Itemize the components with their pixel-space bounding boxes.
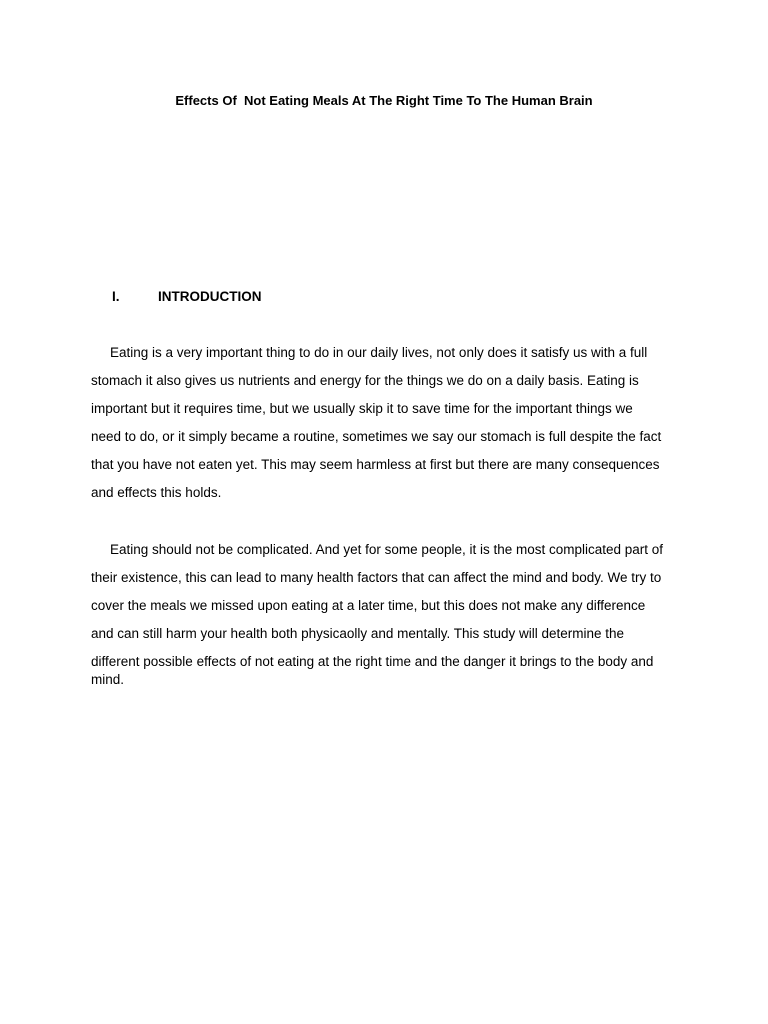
paragraph-line: different possible effects of not eating at the right time and the danger it brings to the body and: [91, 654, 654, 669]
section-number: I.: [112, 289, 120, 304]
paragraph-line: need to do, or it simply became a routine, sometimes we say our stomach is full despite the fact: [91, 429, 662, 444]
paragraph-line: and can still harm your health both physicaolly and mentally. This study will determine the: [91, 626, 625, 641]
section-heading: [112, 288, 262, 306]
paragraph-line: that you have not eaten yet. This may seem harmless at first but there are many consequences: [91, 457, 660, 472]
paragraph-line: Eating should not be complicated. And yet for some people, it is the most complicated part of: [110, 542, 664, 557]
paragraph-line: important but it requires time, but we usually skip it to save time for the important things we: [91, 401, 633, 416]
paragraph-line: Eating is a very important thing to do in our daily lives, not only does it satisfy us with a full: [110, 345, 648, 360]
paragraph-introduction-1: [91, 344, 681, 512]
document-title: Effects Of Not Eating Meals At The Right Time To The Human Brain: [175, 93, 593, 108]
paragraph-line: and effects this holds.: [91, 485, 222, 500]
section-title: INTRODUCTION: [158, 289, 262, 304]
paragraph-line: their existence, this can lead to many health factors that can affect the mind and body. We try to: [91, 570, 662, 585]
paragraph-line: mind.: [91, 672, 125, 687]
paragraph-introduction-2: [91, 541, 681, 699]
paragraph-line: stomach it also gives us nutrients and energy for the things we do on a daily basis. Eating is: [91, 373, 639, 388]
paragraph-line: cover the meals we missed upon eating at a later time, but this does not make any difference: [91, 598, 646, 613]
